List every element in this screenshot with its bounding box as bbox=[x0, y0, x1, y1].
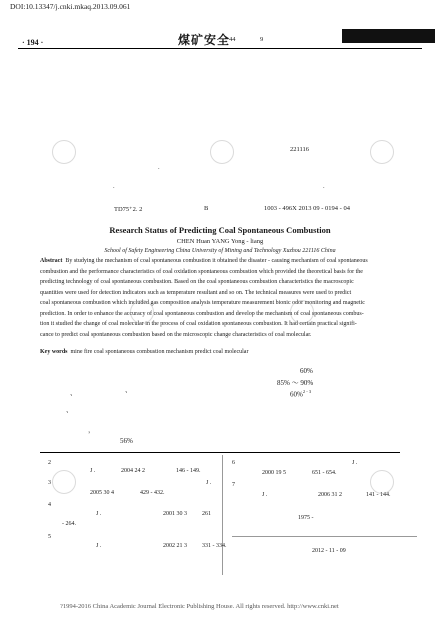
ref-number: 3 bbox=[48, 480, 51, 486]
dot-mark: . bbox=[323, 183, 325, 190]
ref-number: 2 bbox=[48, 460, 51, 466]
abstract-line: combustion and the performance characteristics of coal oxidation spontaneous combustion which provided the theoretical basis for the bbox=[40, 268, 363, 275]
ref-type: J . bbox=[206, 480, 212, 486]
body-percent: 60%$^{2 - 3}$ bbox=[290, 389, 312, 399]
ref-year: 2001 30 3 bbox=[163, 511, 187, 517]
watermark-icon bbox=[52, 140, 76, 164]
watermark-icon bbox=[370, 470, 394, 494]
ref-type: J . bbox=[90, 468, 96, 474]
ref-type: J . bbox=[96, 511, 102, 517]
ref-year: 2000 19 5 bbox=[262, 470, 286, 476]
ref-pages: 429 - 432. bbox=[140, 490, 165, 496]
english-authors: CHEN Huan YANG Yong - liang bbox=[176, 238, 264, 245]
abstract-line: prediction. In order to enhance the accuracy of coal spontaneous combustion and develop the mechanism of coal spontaneous combus- bbox=[40, 310, 364, 317]
ref-pages: 146 - 149. bbox=[176, 468, 201, 474]
abstract-line: tion it studied the change of coal molecular in the process of coal oxidation spontaneous combustion. It had certain practical signifi- bbox=[40, 321, 357, 327]
header-rule bbox=[18, 48, 422, 49]
watermark-icon bbox=[52, 470, 76, 494]
body-mark: 、 bbox=[70, 389, 77, 397]
abstract-line: Abstract By studying the mechanism of coal spontaneous combustion it obtained the disaster - causing mechanism of coal spontaneous bbox=[40, 258, 368, 264]
ref-number: 7 bbox=[232, 482, 235, 488]
abstract-line: predicting technology of coal spontaneous combustion. Based on the coal spontaneous combustion characteristics the macroscopic bbox=[40, 279, 354, 285]
header-black-box bbox=[342, 29, 435, 43]
doi-text: DOI:10.13347/j.cnki.mkaq.2013.09.061 bbox=[10, 2, 131, 11]
ref-type: J . bbox=[352, 460, 358, 466]
ref-number: 6 bbox=[232, 460, 235, 466]
doc-code: B bbox=[204, 205, 209, 212]
volume-number: 44 bbox=[229, 36, 236, 43]
english-abstract bbox=[40, 256, 400, 340]
page-number: · 194 · bbox=[22, 38, 44, 47]
ref-year: 2005 30 4 bbox=[90, 490, 114, 496]
ref-year: 2004 24 2 bbox=[121, 468, 145, 474]
body-mark: 、 bbox=[125, 386, 132, 394]
dot-mark: . bbox=[113, 183, 115, 190]
english-affiliation: School of Safety Engineering China University of Mining and Technology Xuzhou 221116 China bbox=[104, 248, 336, 254]
footer-copyright: ?1994-2016 China Academic Journal Electronic Publishing House. All rights reserved. http://www.cnki.net bbox=[60, 603, 339, 610]
body-percent: 60% bbox=[300, 367, 313, 375]
clc-number: TD75⁺2. 2 bbox=[114, 206, 143, 213]
postcode: 221116 bbox=[290, 146, 310, 153]
watermark-icon bbox=[290, 300, 314, 324]
body-mark: ， bbox=[88, 426, 95, 434]
ref-year: 2002 21 3 bbox=[163, 543, 187, 549]
ref-pages: 331 - 334. bbox=[202, 543, 227, 549]
watermark-icon bbox=[370, 140, 394, 164]
keywords-text: mine fire coal spontaneous combustion mechanism predict coal molecular bbox=[70, 349, 249, 355]
ref-year: 2006 31 2 bbox=[318, 492, 342, 498]
ref-number: 5 bbox=[48, 534, 51, 540]
english-title: Research Status of Predicting Coal Spontaneous Combustion bbox=[109, 225, 331, 235]
abstract-line: cance to predict coal spontaneous combustion based on the microscopic change characteristics of coal molecular. bbox=[40, 331, 312, 338]
journal-title: 煤矿安全 bbox=[178, 33, 231, 47]
keywords bbox=[40, 349, 400, 355]
ref-type: J . bbox=[262, 492, 268, 498]
keywords-label: Key words bbox=[40, 349, 68, 355]
article-number: 1003 - 496X 2013 09 - 0194 - 04 bbox=[264, 205, 350, 212]
bio-rule bbox=[232, 536, 417, 537]
ref-number: 4 bbox=[48, 502, 51, 508]
footnote-rule bbox=[40, 452, 400, 453]
watermark-icon bbox=[130, 300, 154, 324]
ref-pages: 261 bbox=[202, 511, 211, 517]
author-birth-year: 1975 - bbox=[298, 515, 314, 521]
abstract-line: coal spontaneous combustion which included gas composition analysis temperature measurement bionic odor monitoring and magnetic bbox=[40, 300, 365, 306]
body-mark: 、 bbox=[66, 406, 73, 414]
received-date: 2012 - 11 - 09 bbox=[312, 548, 346, 554]
body-percent: 85% ～ 90% bbox=[277, 379, 314, 387]
ref-pages: 141 - 144. bbox=[366, 492, 391, 498]
ref-pages: - 264. bbox=[62, 521, 76, 527]
ref-type: J . bbox=[96, 543, 102, 549]
watermark-icon bbox=[210, 140, 234, 164]
body-percent: 56% bbox=[120, 437, 133, 445]
abstract-label: Abstract bbox=[40, 258, 63, 264]
column-divider bbox=[222, 455, 223, 575]
abstract-line: quantities were used for detection indicators such as temperature resultant and so on. The technical measures were used to predict bbox=[40, 289, 352, 296]
issue-number: 9 bbox=[260, 36, 264, 43]
dot-mark: . bbox=[158, 164, 160, 171]
ref-pages: 651 - 654. bbox=[312, 470, 337, 476]
